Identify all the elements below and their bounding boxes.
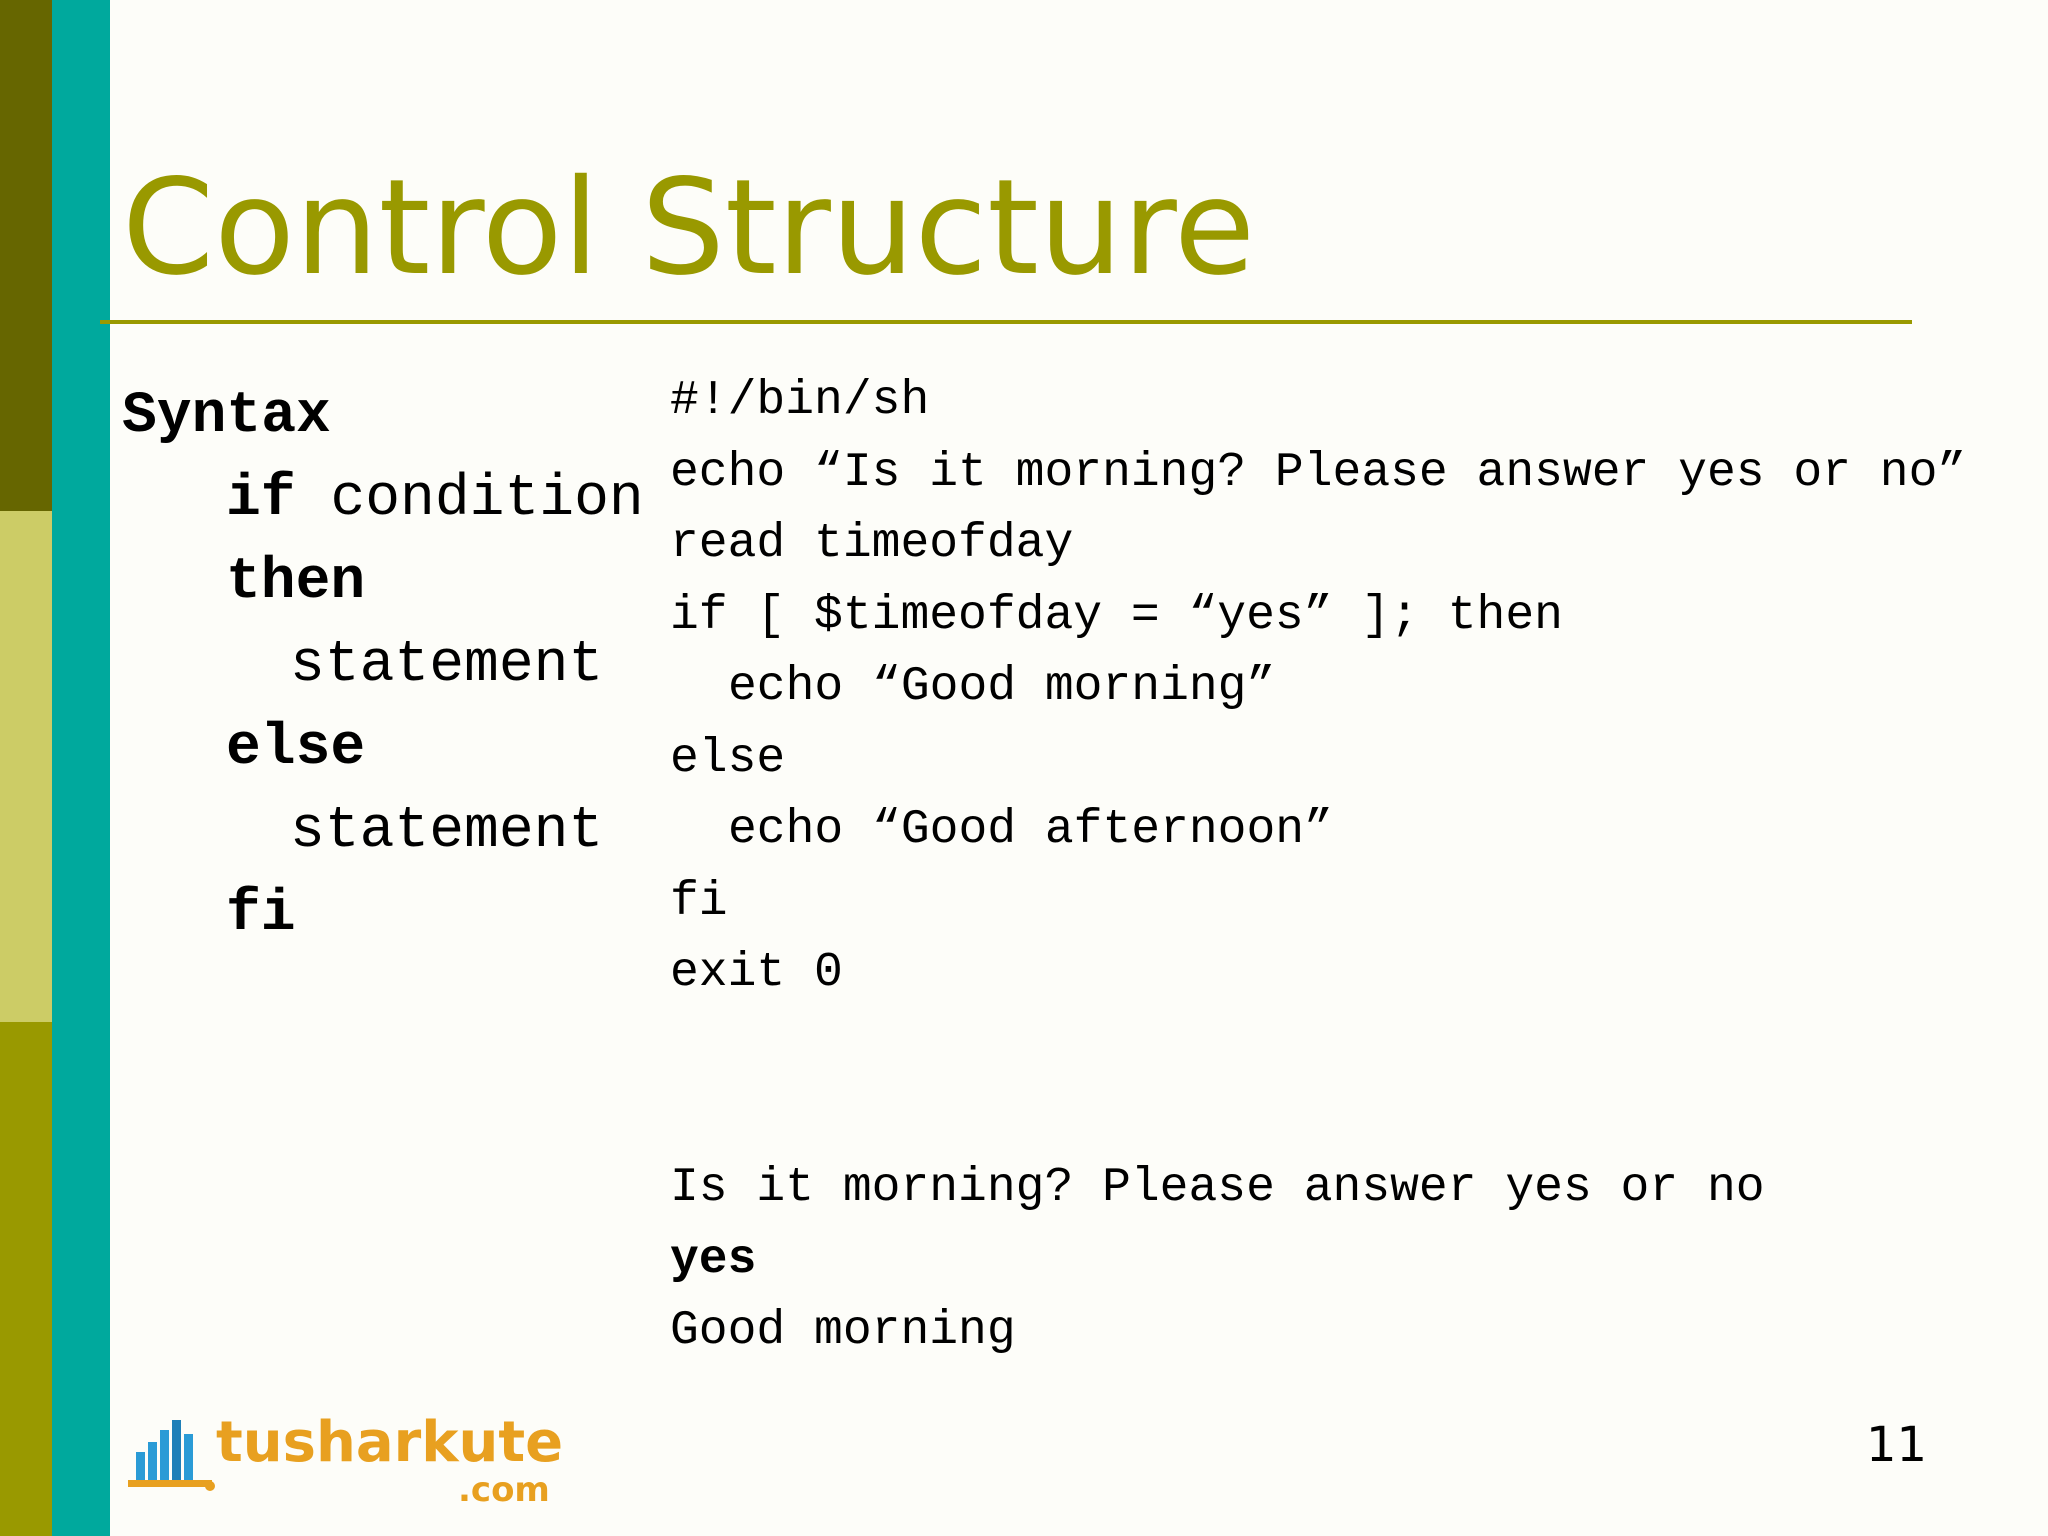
statement-text: statement — [290, 799, 604, 864]
code-line: if [ $timeofday = “yes” ]; then — [670, 588, 1563, 643]
statement-text: statement — [290, 633, 604, 698]
code-line: #!/bin/sh — [670, 374, 930, 428]
code-line: read timeofday — [670, 517, 1074, 571]
syntax-block — [122, 375, 644, 956]
bookshelf-icon — [128, 1412, 218, 1492]
logo-domain: .com — [458, 1470, 550, 1510]
code-line: else — [670, 731, 786, 786]
code-line: echo “Good afternoon” — [728, 803, 1333, 857]
page-number: 11 — [1866, 1417, 1928, 1473]
output-user-input: yes — [670, 1232, 757, 1287]
sidebar-band-teal — [52, 0, 110, 1536]
sidebar-band-olive — [0, 1022, 52, 1536]
output-prompt: Is it morning? Please answer yes or no — [670, 1161, 1765, 1215]
code-example — [670, 366, 1966, 1010]
sidebar-band-dark — [0, 0, 52, 511]
code-line: echo “Is it morning? Please answer yes or no” — [670, 445, 1967, 500]
condition-text: condition — [330, 467, 644, 532]
logo-wordmark: tusharkute — [216, 1410, 564, 1475]
then-keyword: then — [226, 550, 366, 615]
syntax-if-line — [122, 458, 644, 541]
sidebar-band-light — [0, 511, 52, 1022]
if-keyword: if — [226, 467, 296, 532]
slide-title: Control Structure — [122, 151, 1256, 305]
syntax-heading: Syntax — [122, 384, 331, 449]
output-result: Good morning — [670, 1304, 1016, 1358]
program-output — [670, 1153, 1765, 1368]
code-line: fi — [670, 874, 728, 929]
fi-keyword: fi — [226, 882, 296, 947]
code-line: exit 0 — [670, 946, 843, 1000]
brand-logo — [128, 1410, 564, 1510]
else-keyword: else — [226, 716, 366, 781]
code-line: echo “Good morning” — [728, 660, 1276, 714]
title-underline — [100, 320, 1912, 324]
